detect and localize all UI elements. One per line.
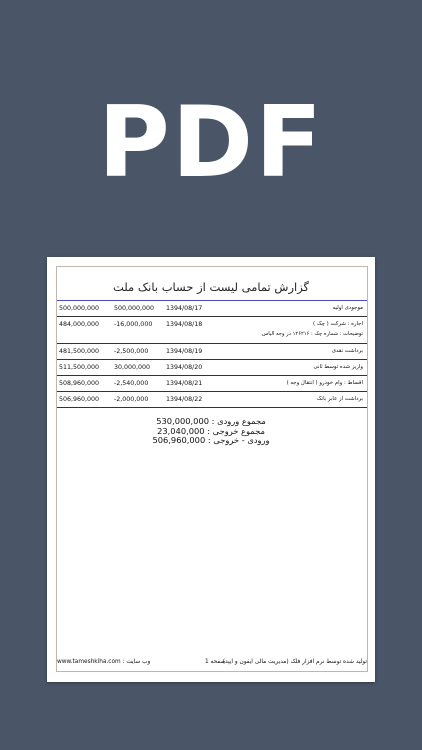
- description-note: توضیحات : شماره چک : ۱۲۶۲۱۶ در وجه الیاس: [261, 331, 363, 337]
- pdf-heading: PDF: [97, 86, 325, 200]
- amount-cell: -16,000,000: [114, 321, 153, 328]
- date-cell: 1394/08/17: [166, 305, 203, 312]
- amount-cell: 500,000,000: [114, 305, 155, 312]
- amount-cell: -2,540,000: [114, 380, 149, 387]
- date-cell: 1394/08/22: [166, 396, 203, 403]
- date-cell: 1394/08/19: [166, 348, 203, 355]
- date-cell: 1394/08/20: [166, 364, 203, 371]
- balance-cell: 484,000,000: [59, 321, 100, 328]
- report-totals: [47, 417, 375, 446]
- date-cell: 1394/08/18: [166, 321, 203, 328]
- table-row: [57, 317, 367, 344]
- table-row: [57, 301, 367, 317]
- table-row: [57, 344, 367, 360]
- table-row: [57, 392, 367, 408]
- description-cell: برداشت نقدی: [331, 348, 363, 354]
- table-row: [57, 376, 367, 392]
- description-cell: واریز شده توسط ثانی: [313, 364, 363, 370]
- table-row: [57, 360, 367, 376]
- report-title: گزارش تمامی لیست از حساب بانک ملت: [112, 280, 310, 294]
- amount-cell: -2,500,000: [114, 348, 149, 355]
- description-cell: [222, 317, 367, 344]
- balance-cell: 511,500,000: [59, 364, 100, 371]
- transactions-table: [57, 300, 367, 408]
- pdf-report-preview: [47, 257, 375, 682]
- description-cell: اقساط : وام خودرو ( انتقال وجه ): [286, 380, 363, 386]
- balance-cell: 508,960,000: [59, 380, 100, 387]
- description-cell: برداشت از عابر بانک: [316, 396, 363, 402]
- balance-cell: 506,960,000: [59, 396, 100, 403]
- footer-page-number: صفحه 1: [205, 659, 226, 665]
- date-cell: 1394/08/21: [166, 380, 203, 387]
- description-text: اجاره : شرکت ( چک ): [313, 321, 363, 327]
- net-balance: ورودی - خروجی : 506,960,000: [152, 435, 270, 445]
- amount-cell: 30,000,000: [114, 364, 151, 371]
- report-footer: [57, 659, 367, 669]
- balance-cell: 500,000,000: [59, 305, 100, 312]
- amount-cell: -2,000,000: [114, 396, 149, 403]
- total-income: مجموع ورودی : 530,000,000: [156, 416, 266, 426]
- balance-cell: 481,500,000: [59, 348, 100, 355]
- footer-website: www.tameshkiha.com : وب سایت: [57, 659, 151, 665]
- total-expense: مجموع خروجی : 23,040,000: [157, 425, 265, 436]
- footer-generated-by: تولید شده توسط نرم افزار فلک (مدیریت مالی ایفون و ایپد): [222, 659, 367, 665]
- description-cell: موجودی اولیه: [332, 305, 363, 311]
